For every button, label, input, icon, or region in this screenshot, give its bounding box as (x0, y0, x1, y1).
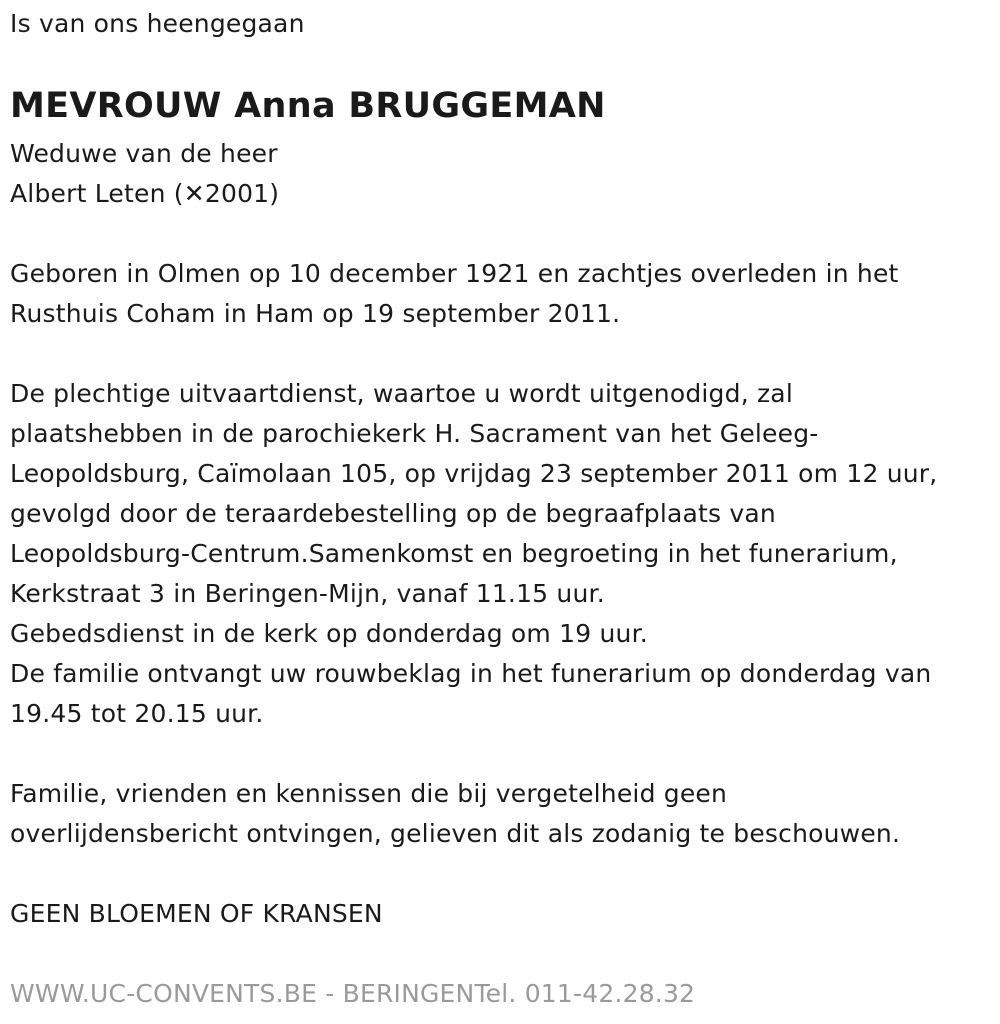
service-line-5: Leopoldsburg-Centrum.Samenkomst en begroeting in het funerarium, (10, 539, 898, 568)
service-line-9: 19.45 tot 20.15 uur. (10, 699, 264, 728)
footer-contact: WWW.UC-CONVENTS.BE - BERINGENTel. 011-42.28.32 (10, 979, 696, 1008)
service-line-7: Gebedsdienst in de kerk op donderdag om 19 uur. (10, 619, 648, 648)
deceased-name: MEVROUW Anna BRUGGEMAN (10, 86, 606, 126)
service-line-1: De plechtige uitvaartdienst, waartoe u wordt uitgenodigd, zal (10, 379, 793, 408)
notice-line-2: overlijdensbericht ontvingen, gelieven dit als zodanig te beschouwen. (10, 819, 901, 848)
widow-line: Weduwe van de heer (10, 139, 278, 168)
service-line-3: Leopoldsburg, Caïmolaan 105, op vrijdag 23 september 2011 om 12 uur, (10, 459, 938, 488)
notice-line-1: Familie, vrienden en kennissen die bij vergetelheid geen (10, 779, 728, 808)
service-line-4: gevolgd door de teraardebestelling op de begraafplaats van (10, 499, 776, 528)
intro-text: Is van ons heengegaan (10, 9, 305, 38)
service-line-6: Kerkstraat 3 in Beringen-Mijn, vanaf 11.15 uur. (10, 579, 605, 608)
service-line-2: plaatshebben in de parochiekerk H. Sacrament van het Geleeg- (10, 419, 819, 448)
service-line-8: De familie ontvangt uw rouwbeklag in het funerarium op donderdag van (10, 659, 932, 688)
spouse-line: Albert Leten (✕2001) (10, 179, 280, 208)
no-flowers-text: GEEN BLOEMEN OF KRANSEN (10, 899, 383, 928)
birth-death-line-1: Geboren in Olmen op 10 december 1921 en zachtjes overleden in het (10, 259, 899, 288)
birth-death-line-2: Rusthuis Coham in Ham op 19 september 2011. (10, 299, 621, 328)
